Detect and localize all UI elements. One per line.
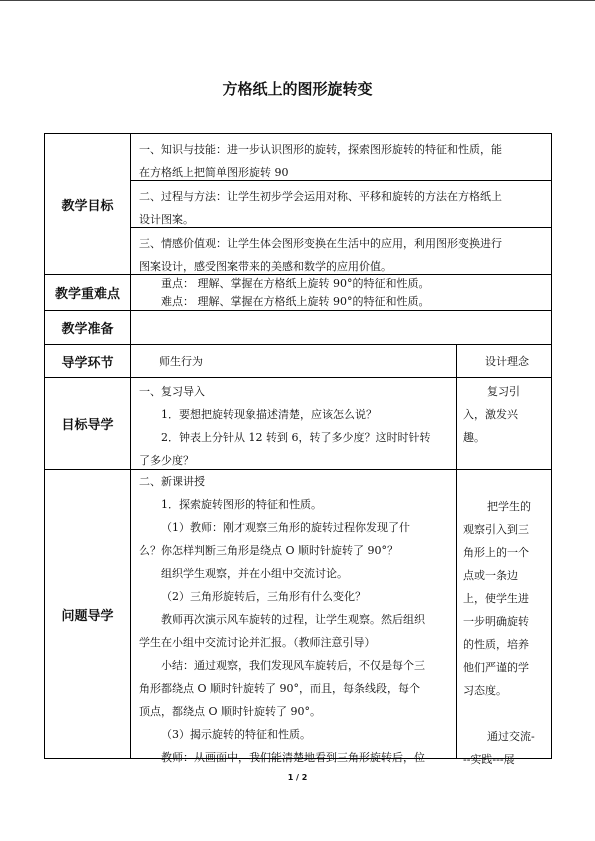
question-note-4: 点或一条边 xyxy=(463,569,518,582)
target-label: 目标导学 xyxy=(44,377,131,470)
question-note-3: 角形上的一个 xyxy=(463,546,529,559)
target-note-2: 入，激发兴 xyxy=(463,408,518,421)
goal-item-2-line-1: 二、过程与方法：让学生初步学会运用对称、平移和旋转的方法在方格纸上 xyxy=(139,190,502,203)
target-line-2: 1．要想把旋转现象描述清楚，应该怎么说？ xyxy=(161,408,377,421)
target-line-3: 2．钟表上分针从 12 转到 6，转了多少度？这时时针转 xyxy=(161,431,431,444)
page-number: 1 / 2 xyxy=(287,773,308,782)
question-note-9: 习态度。 xyxy=(463,684,507,697)
keypoints-content xyxy=(130,274,552,311)
question-note-2: 观察引入到三 xyxy=(463,523,529,536)
goal-item-1 xyxy=(130,133,552,181)
prep-label: 教学准备 xyxy=(44,310,131,345)
question-note-12: --实践---展 xyxy=(463,753,515,766)
question-line-4: 么？你怎样判断三角形是绕点 O 顺时针旋转了 90°？ xyxy=(139,544,399,557)
target-content xyxy=(130,377,457,470)
question-line-2: 1．探索旋转图形的特征和性质。 xyxy=(161,498,322,511)
goals-label: 教学目标 xyxy=(44,133,131,275)
goal-item-2 xyxy=(130,180,552,228)
question-note-11: 通过交流- xyxy=(487,730,535,743)
question-note-8: 他们严谨的学 xyxy=(463,661,529,674)
prep-content xyxy=(130,310,552,345)
target-line-1: 一、复习导入 xyxy=(139,385,205,398)
header-teacher-student: 师生行为 xyxy=(130,344,457,378)
goal-item-1-line-1: 一、知识与技能：进一步认识图形的旋转，探索图形旋转的特征和性质，能 xyxy=(139,143,502,156)
question-note-7: 的性质，培养 xyxy=(463,638,529,651)
goal-item-2-line-2: 设计图案。 xyxy=(139,213,194,226)
keypoint-line: 重点： 理解、掌握在方格纸上旋转 90°的特征和性质。 xyxy=(161,277,430,290)
question-line-5: 组织学生观察，并在小组中交流讨论。 xyxy=(161,567,348,580)
question-line-10: 角形都绕点 O 顺时针旋转了 90°，而且，每条线段，每个 xyxy=(139,682,421,695)
question-line-6: （2）三角形旋转后，三角形有什么变化？ xyxy=(161,590,366,603)
target-notes xyxy=(456,377,552,470)
question-notes xyxy=(456,469,552,766)
question-note-10 xyxy=(463,702,545,725)
question-line-1: 二、新课讲授 xyxy=(139,475,205,488)
difficulty-line: 难点： 理解、掌握在方格纸上旋转 90°的特征和性质。 xyxy=(161,295,430,308)
question-line-9: 小结：通过观察，我们发现风车旋转后，不仅是每个三 xyxy=(161,659,425,672)
page-title: 方格纸上的图形旋转变 xyxy=(222,80,373,98)
goal-item-3-line-2: 图案设计，感受图案带来的美感和数学的应用价值。 xyxy=(139,260,392,273)
question-note-5: 上，使学生进 xyxy=(463,592,529,605)
question-line-3: （1）教师：刚才观察三角形的旋转过程你发现了什 xyxy=(161,521,410,534)
goal-item-3 xyxy=(130,227,552,275)
question-line-13: 教师：从画面中，我们能清楚地看到三角形旋转后，位 xyxy=(161,751,425,764)
target-line-4: 了多少度？ xyxy=(139,454,194,467)
question-line-7: 教师再次演示风车旋转的过程，让学生观察。然后组织 xyxy=(161,613,425,626)
top-rule xyxy=(0,0,595,1)
goal-item-3-line-1: 三、情感价值观：让学生体会图形变换在生活中的应用，利用图形变换进行 xyxy=(139,237,502,250)
target-note-3: 趣。 xyxy=(463,431,485,444)
question-note-1: 把学生的 xyxy=(487,500,531,513)
header-section-label: 导学环节 xyxy=(44,344,131,378)
goal-item-1-line-2: 在方格纸上把简单图形旋转 90 xyxy=(139,166,289,179)
question-content xyxy=(130,469,457,764)
header-design-concept: 设计理念 xyxy=(456,344,552,378)
question-line-12: （3）揭示旋转的特征和性质。 xyxy=(161,728,311,741)
keypoints-label: 教学重难点 xyxy=(44,274,131,311)
question-label: 问题导学 xyxy=(44,469,131,759)
question-note-6: 一步明确旋转 xyxy=(463,615,529,628)
question-line-11: 顶点，都绕点 O 顺时针旋转了 90°。 xyxy=(139,705,322,718)
target-note-1: 复习引 xyxy=(487,385,520,398)
question-line-8: 学生在小组中交流讨论并汇报。（教师注意引导） xyxy=(139,636,376,649)
